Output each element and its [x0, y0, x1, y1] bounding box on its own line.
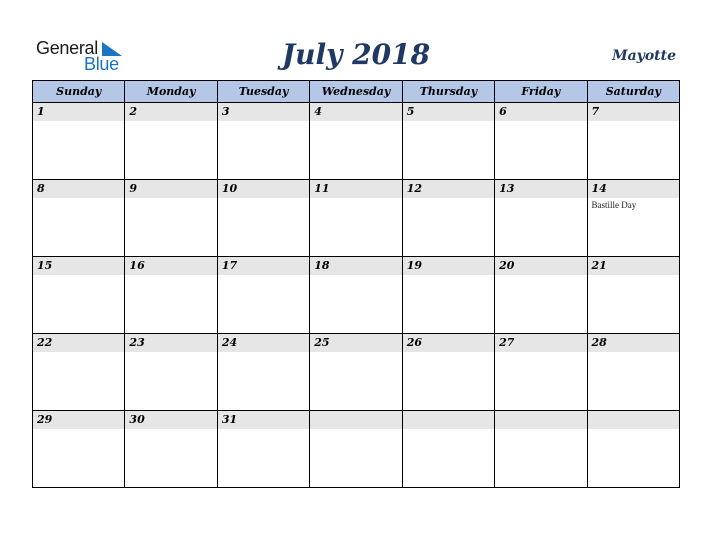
day-number: 4 [310, 103, 401, 121]
day-cell [587, 103, 679, 180]
day-cell [217, 103, 309, 180]
day-cell [125, 334, 217, 411]
holiday-label [403, 429, 494, 431]
holiday-label [403, 275, 494, 277]
day-number: 21 [588, 257, 679, 275]
weekday-header: Saturday [587, 81, 679, 103]
holiday-label [125, 429, 216, 431]
holiday-label [310, 352, 401, 354]
day-cell [33, 411, 125, 488]
holiday-label [310, 429, 401, 431]
day-number: 16 [125, 257, 216, 275]
holiday-label [588, 429, 679, 431]
holiday-label [403, 121, 494, 123]
day-cell [310, 103, 402, 180]
week-row [33, 103, 680, 180]
day-number [588, 411, 679, 429]
day-cell [587, 411, 679, 488]
day-cell [402, 257, 494, 334]
day-cell [402, 334, 494, 411]
day-number: 15 [33, 257, 124, 275]
day-number: 29 [33, 411, 124, 429]
day-cell [217, 257, 309, 334]
day-number [310, 411, 401, 429]
day-number [495, 411, 586, 429]
day-number [403, 411, 494, 429]
month-calendar-grid [32, 80, 680, 488]
day-number: 17 [218, 257, 309, 275]
day-cell [402, 180, 494, 257]
day-number: 13 [495, 180, 586, 198]
holiday-label [310, 275, 401, 277]
week-row [33, 180, 680, 257]
day-number: 30 [125, 411, 216, 429]
day-cell [495, 103, 587, 180]
weekday-header: Friday [495, 81, 587, 103]
day-cell [125, 180, 217, 257]
holiday-label [218, 429, 309, 431]
day-cell [310, 257, 402, 334]
day-number: 19 [403, 257, 494, 275]
day-number: 26 [403, 334, 494, 352]
day-cell [125, 411, 217, 488]
holiday-label [495, 198, 586, 200]
holiday-label [218, 352, 309, 354]
day-cell [495, 180, 587, 257]
country-name: Mayotte [612, 48, 676, 64]
day-number: 27 [495, 334, 586, 352]
weekday-header: Wednesday [310, 81, 402, 103]
day-number: 14 [588, 180, 679, 198]
holiday-label [403, 198, 494, 200]
day-cell [310, 334, 402, 411]
day-number: 2 [125, 103, 216, 121]
holiday-label [218, 121, 309, 123]
holiday-label [33, 352, 124, 354]
day-cell [217, 334, 309, 411]
holiday-label [125, 352, 216, 354]
weekday-header: Sunday [33, 81, 125, 103]
day-number: 24 [218, 334, 309, 352]
holiday-label [33, 121, 124, 123]
holiday-label [33, 429, 124, 431]
day-number: 5 [403, 103, 494, 121]
holiday-label [495, 352, 586, 354]
holiday-label [495, 121, 586, 123]
day-number: 6 [495, 103, 586, 121]
day-cell [33, 257, 125, 334]
holiday-label [588, 352, 679, 354]
holiday-label [310, 121, 401, 123]
holiday-label: Bastille Day [591, 200, 637, 210]
day-number: 18 [310, 257, 401, 275]
day-cell [587, 334, 679, 411]
day-number: 28 [588, 334, 679, 352]
day-cell [33, 180, 125, 257]
day-number: 31 [218, 411, 309, 429]
holiday-label [33, 198, 124, 200]
day-number: 1 [33, 103, 124, 121]
holiday-label [588, 275, 679, 277]
day-cell [495, 334, 587, 411]
holiday-label [495, 275, 586, 277]
day-cell [125, 257, 217, 334]
holiday-label [403, 352, 494, 354]
holiday-label [588, 121, 679, 123]
logo-text-blue: Blue [84, 54, 119, 74]
day-cell [495, 411, 587, 488]
day-number: 12 [403, 180, 494, 198]
week-row [33, 334, 680, 411]
day-number: 11 [310, 180, 401, 198]
day-cell [125, 103, 217, 180]
holiday-label [218, 198, 309, 200]
weekday-header-row [33, 81, 680, 103]
day-cell [33, 334, 125, 411]
day-number: 23 [125, 334, 216, 352]
holiday-label [495, 429, 586, 431]
holiday-label [125, 275, 216, 277]
day-cell [587, 257, 679, 334]
day-cell [310, 411, 402, 488]
week-row [33, 411, 680, 488]
day-number: 9 [125, 180, 216, 198]
calendar-title: July 2018 [281, 38, 431, 71]
week-row [33, 257, 680, 334]
day-cell [402, 411, 494, 488]
day-cell [310, 180, 402, 257]
day-number: 7 [588, 103, 679, 121]
holiday-label [33, 275, 124, 277]
holiday-label [310, 198, 401, 200]
day-number: 25 [310, 334, 401, 352]
day-number: 3 [218, 103, 309, 121]
day-cell [587, 180, 679, 257]
logo-text-general: General [36, 38, 98, 58]
day-cell [217, 180, 309, 257]
weekday-header: Monday [125, 81, 217, 103]
day-cell [402, 103, 494, 180]
day-cell [33, 103, 125, 180]
weekday-header: Tuesday [217, 81, 309, 103]
day-cell [495, 257, 587, 334]
holiday-label [218, 275, 309, 277]
holiday-label [125, 198, 216, 200]
day-number: 10 [218, 180, 309, 198]
day-number: 22 [33, 334, 124, 352]
weekday-header: Thursday [402, 81, 494, 103]
holiday-label [125, 121, 216, 123]
day-number: 8 [33, 180, 124, 198]
day-number: 20 [495, 257, 586, 275]
day-cell [217, 411, 309, 488]
